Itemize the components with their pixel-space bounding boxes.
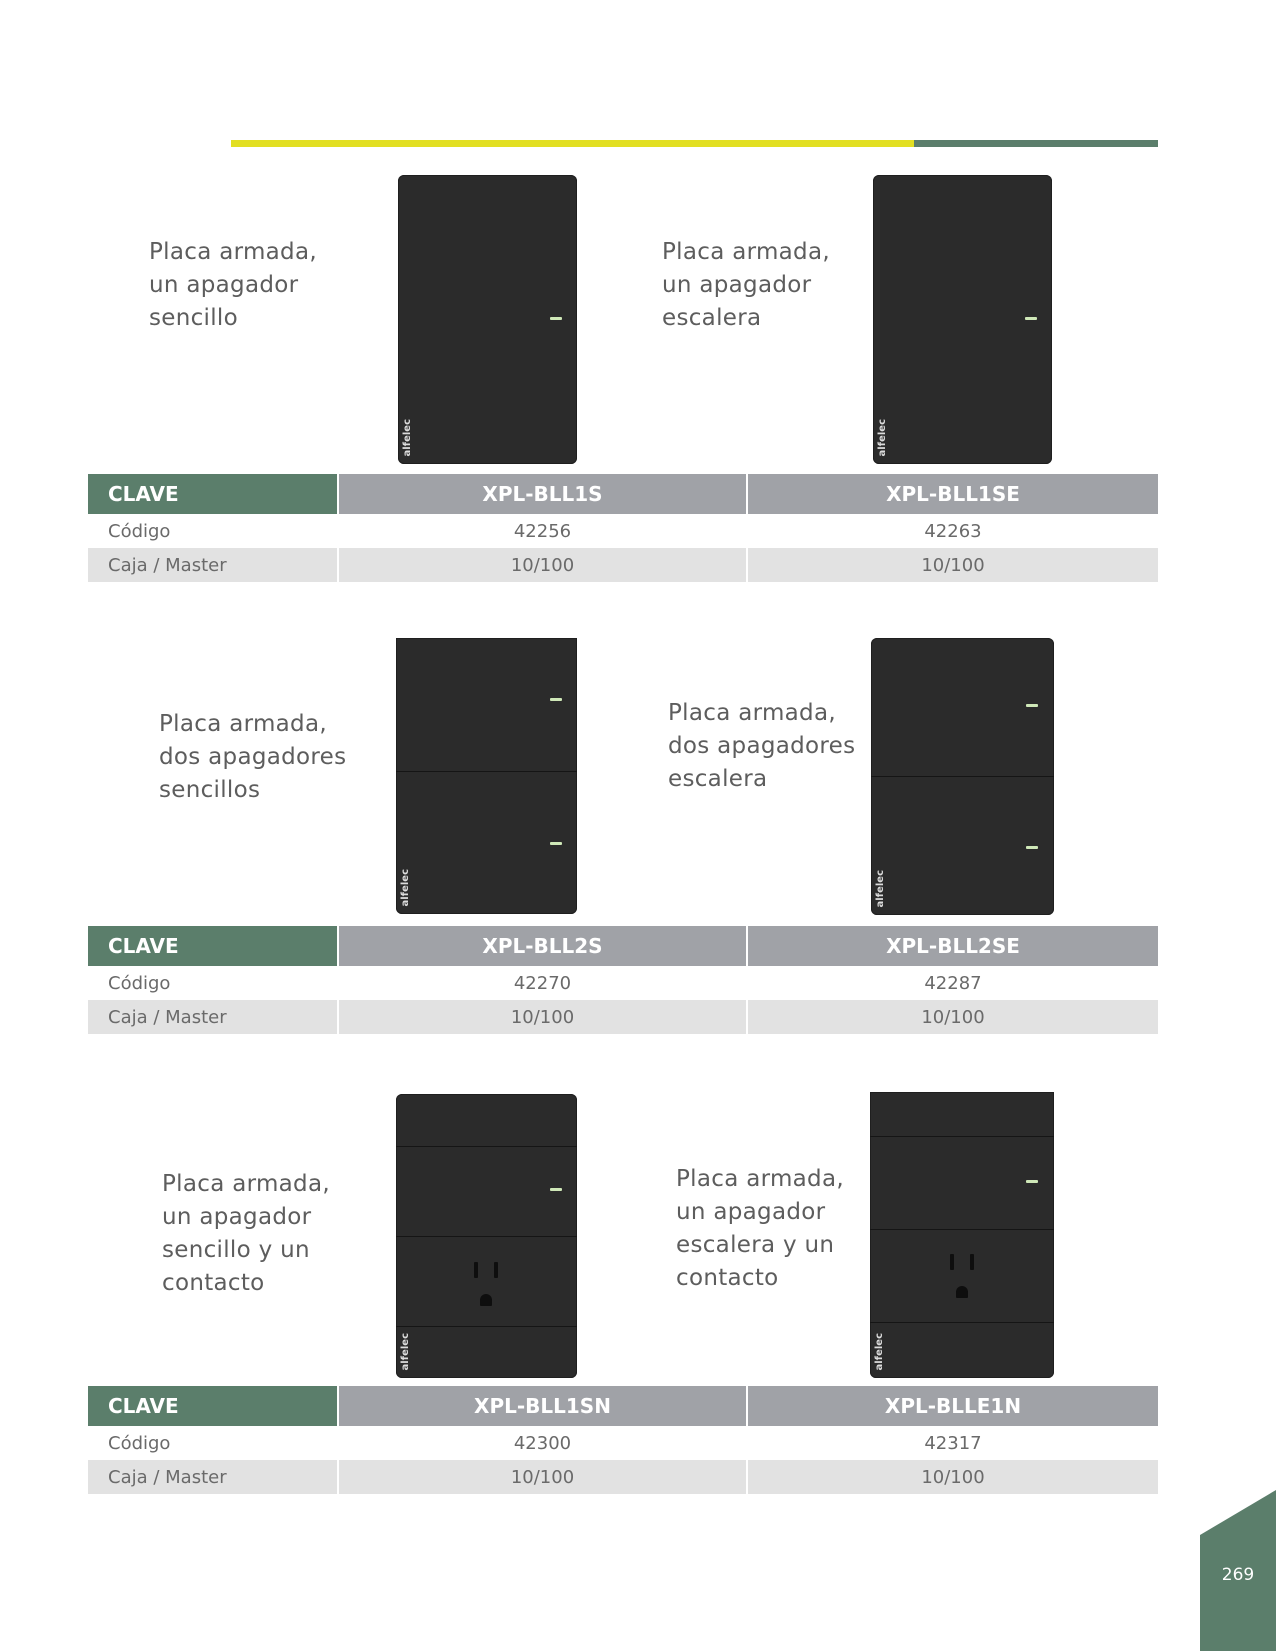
indicator-light: [1025, 317, 1037, 320]
brand-logo: alfelec: [402, 418, 413, 456]
wall-plate-image: [396, 1094, 577, 1378]
product-description: [149, 236, 317, 335]
spec-header-row: [88, 1386, 1158, 1426]
desc-line: escalera: [662, 305, 762, 331]
module-divider: [870, 1136, 1054, 1137]
desc-line: dos apagadores: [159, 744, 347, 770]
desc-line: Placa armada,: [676, 1166, 844, 1192]
desc-line: un apagador: [676, 1199, 826, 1225]
box-cell: 10/100: [748, 1000, 1158, 1034]
sku-cell: XPL-BLL2SE: [748, 926, 1158, 966]
code-row: [88, 514, 1158, 548]
outlet-receptacle: [466, 1262, 506, 1306]
product-description: [676, 1163, 844, 1295]
desc-line: Placa armada,: [159, 711, 327, 737]
caja-master-label: Caja / Master: [88, 548, 337, 582]
clave-label: CLAVE: [88, 1386, 337, 1426]
sku-cell: XPL-BLL2S: [339, 926, 746, 966]
code-cell: 42263: [924, 520, 982, 542]
spec-header-row: [88, 926, 1158, 966]
sku-cell: XPL-BLL1SE: [748, 474, 1158, 514]
desc-line: escalera: [668, 766, 768, 792]
product-description: [668, 697, 855, 796]
desc-line: Placa armada,: [162, 1171, 330, 1197]
brand-logo: alfelec: [877, 418, 888, 456]
code-row: [88, 1426, 1158, 1460]
indicator-light: [550, 317, 562, 320]
spec-table: [88, 1386, 1158, 1494]
wall-plate-image: [873, 175, 1052, 464]
clave-label: CLAVE: [88, 926, 337, 966]
desc-line: dos apagadores: [668, 733, 856, 759]
module-divider: [871, 776, 1054, 777]
codigo-label: Código: [108, 520, 171, 542]
desc-line: contacto: [676, 1265, 779, 1291]
sku-cell: XPL-BLLE1N: [748, 1386, 1158, 1426]
codigo-label: Código: [108, 972, 171, 994]
box-cell: 10/100: [748, 548, 1158, 582]
brand-logo: alfelec: [874, 1332, 885, 1370]
indicator-light: [1026, 846, 1038, 849]
module-divider: [870, 1322, 1054, 1323]
box-cell: 10/100: [339, 548, 746, 582]
desc-line: escalera y un: [676, 1232, 835, 1258]
desc-line: un apagador: [149, 272, 299, 298]
box-cell: 10/100: [339, 1000, 746, 1034]
box-cell: 10/100: [339, 1460, 746, 1494]
spec-table: [88, 926, 1158, 1034]
codigo-label: Código: [108, 1432, 171, 1454]
code-row: [88, 966, 1158, 1000]
wall-plate-image: [871, 638, 1054, 915]
module-divider: [870, 1229, 1054, 1230]
code-cell: 42300: [513, 1432, 572, 1454]
wall-plate-image: [398, 175, 577, 464]
spec-header-row: [88, 474, 1158, 514]
module-divider: [396, 1326, 577, 1327]
brand-logo: alfelec: [875, 869, 886, 907]
outlet-receptacle: [942, 1254, 982, 1298]
desc-line: sencillo: [149, 305, 238, 331]
indicator-light: [550, 698, 562, 701]
desc-line: un apagador: [162, 1204, 312, 1230]
module-divider: [396, 1236, 577, 1237]
box-row: [88, 1000, 1158, 1034]
clave-label: CLAVE: [88, 474, 337, 514]
box-row: [88, 1460, 1158, 1494]
brand-logo: alfelec: [400, 1332, 411, 1370]
indicator-light: [1026, 704, 1038, 707]
sku-cell: XPL-BLL1SN: [339, 1386, 746, 1426]
box-cell: 10/100: [748, 1460, 1158, 1494]
caja-master-label: Caja / Master: [88, 1460, 337, 1494]
code-cell: 42317: [924, 1432, 982, 1454]
top-accent-bar-green: [914, 140, 1158, 147]
desc-line: Placa armada,: [662, 239, 830, 265]
desc-line: un apagador: [662, 272, 812, 298]
code-cell: 42256: [513, 520, 572, 542]
wall-plate-image: [870, 1092, 1054, 1378]
desc-line: sencillo y un: [162, 1237, 310, 1263]
caja-master-label: Caja / Master: [88, 1000, 337, 1034]
brand-logo: alfelec: [400, 868, 411, 906]
sku-cell: XPL-BLL1S: [339, 474, 746, 514]
code-cell: 42270: [513, 972, 572, 994]
product-description: [159, 708, 346, 807]
box-row: [88, 548, 1158, 582]
desc-line: Placa armada,: [149, 239, 317, 265]
spec-table: [88, 474, 1158, 582]
indicator-light: [550, 1188, 562, 1191]
desc-line: contacto: [162, 1270, 265, 1296]
desc-line: sencillos: [159, 777, 261, 803]
indicator-light: [550, 842, 562, 845]
product-description: [662, 236, 830, 335]
indicator-light: [1026, 1180, 1038, 1183]
desc-line: Placa armada,: [668, 700, 836, 726]
module-divider: [396, 1146, 577, 1147]
top-accent-bar-yellow: [231, 140, 914, 147]
product-description: [162, 1168, 330, 1300]
page-number: 269: [1221, 1565, 1255, 1585]
wall-plate-image: [396, 638, 577, 914]
module-divider: [396, 771, 577, 772]
code-cell: 42287: [924, 972, 982, 994]
